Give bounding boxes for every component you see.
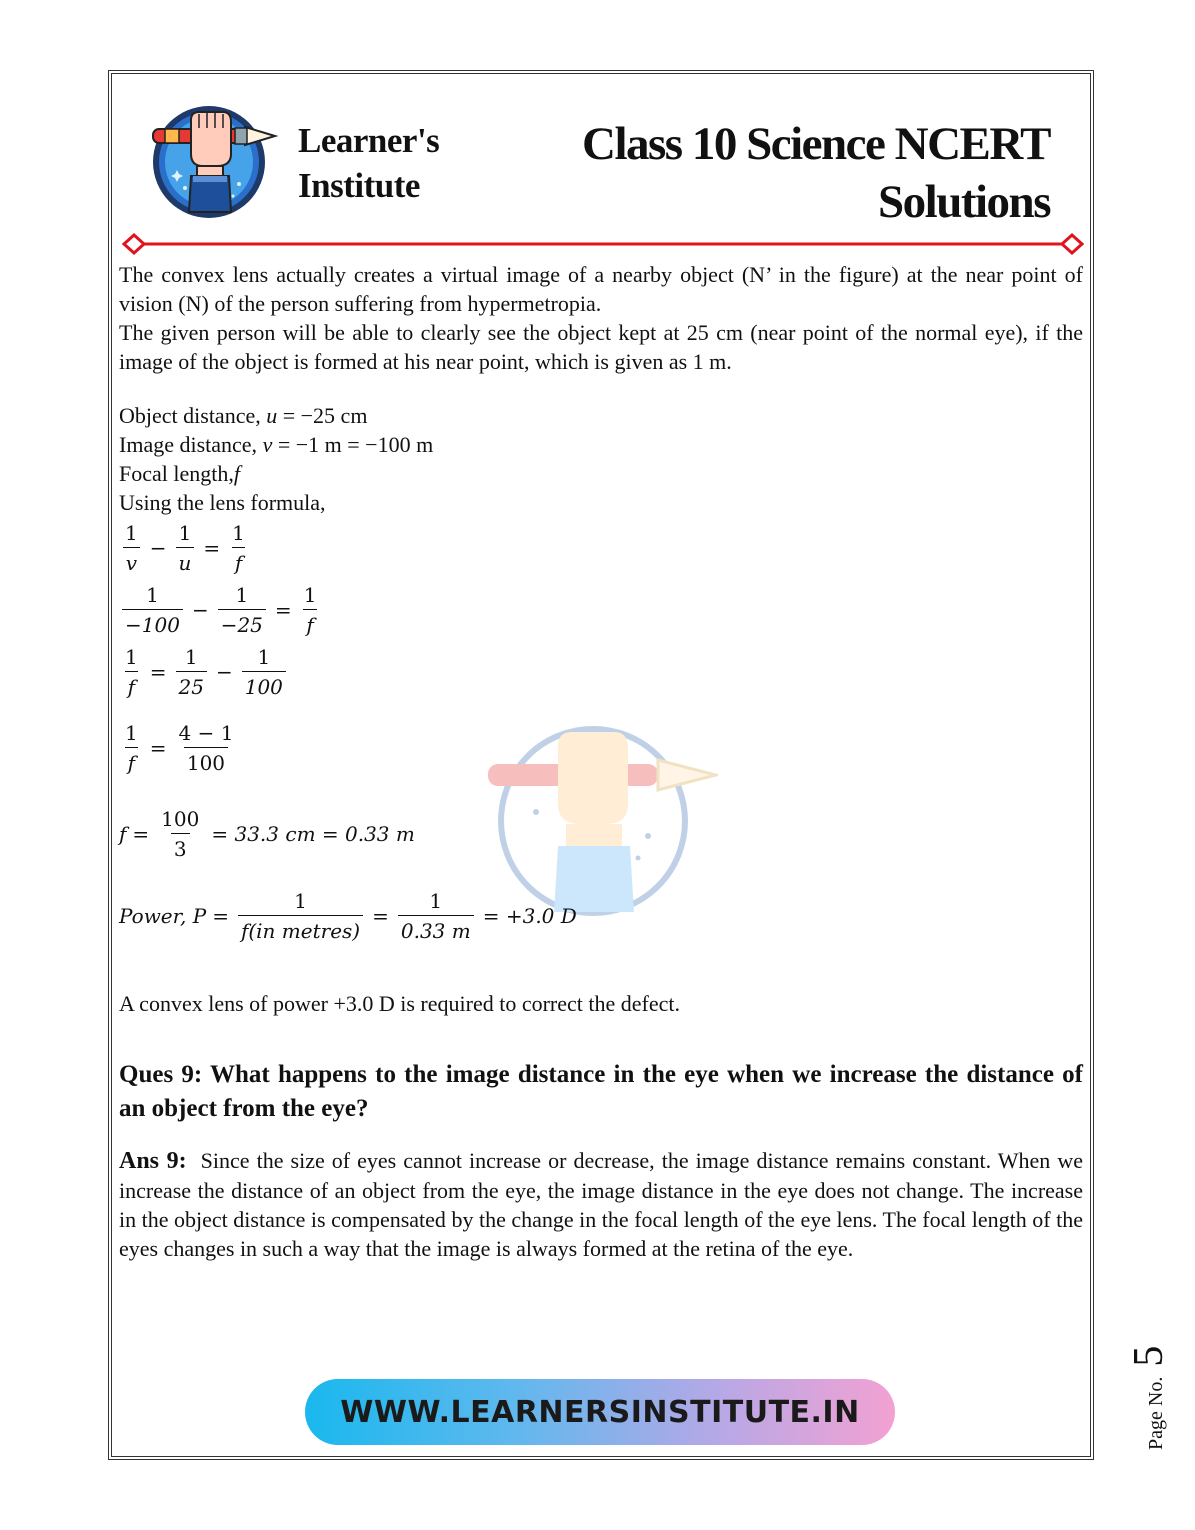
title-line-2: Solutions bbox=[878, 176, 1050, 228]
brand-line-1: Learner's bbox=[298, 121, 440, 160]
focal-length-var: f bbox=[233, 461, 240, 486]
focal-length-line bbox=[119, 459, 1083, 488]
main-content bbox=[119, 260, 1083, 1263]
image-distance-var: v bbox=[262, 432, 273, 457]
page-title bbox=[582, 115, 1050, 231]
object-distance-label: Object distance, bbox=[119, 403, 261, 428]
website-url[interactable]: WWW.LEARNERSINSTITUTE.IN bbox=[340, 1394, 860, 1430]
website-banner[interactable] bbox=[305, 1379, 895, 1445]
page-number-value: 5 bbox=[1126, 1345, 1172, 1367]
equation-1: $\frac{1}{v}$ − $\frac{1}{u}$ = $\frac{1}{f}$ bbox=[119, 517, 1083, 579]
page-number bbox=[1125, 1346, 1173, 1450]
lens-formula-intro: Using the lens formula, bbox=[119, 490, 326, 515]
header-divider bbox=[122, 232, 1084, 256]
object-distance-value: = −25 cm bbox=[282, 403, 368, 428]
image-distance-label: Image distance, bbox=[119, 432, 258, 457]
image-distance-value: = −1 m = −100 m bbox=[277, 432, 434, 457]
focal-length-label: Focal length, bbox=[119, 461, 234, 486]
equation-2: $\frac{1}{-100}$ − $\frac{1}{-25}$ = $\frac{1}{f}$ bbox=[119, 579, 1083, 641]
equation-4: $\frac{1}{f}$ = $\frac{4 - 1}{100}$ bbox=[119, 717, 1083, 779]
fist-holding-pen-icon bbox=[147, 100, 279, 220]
question-9: Ques 9: What happens to the image distance in the eye when we increase the distance of an object from the eye? bbox=[119, 1061, 1083, 1122]
equation-5: f = $\frac{100}{3}$ = 33.3 cm = 0.33 m bbox=[119, 803, 1083, 865]
answer-9 bbox=[119, 1146, 1083, 1263]
image-distance-line bbox=[119, 430, 1083, 459]
answer-label: Ans 9: bbox=[119, 1148, 187, 1174]
equation-6: Power, P = $\frac{1}{\text{f(in metres)}}$ = $\frac{1}{0.33 m}$ = +3.0 D bbox=[119, 885, 1083, 947]
object-distance-line bbox=[119, 401, 1083, 430]
title-line-1: Class 10 Science NCERT bbox=[582, 118, 1050, 170]
object-distance-var: u bbox=[266, 403, 278, 428]
answer-text: Since the size of eyes cannot increase or decrease, the image distance remains constant. When we increase the distance of an object from the eye, the image distance in the eye does not change. The increase in the object distance is compensated by the change in the focal length of the eye lens. The focal length of the eyes changes in such a way that the image is always formed at the retina of the eye. bbox=[119, 1148, 1083, 1261]
intro-paragraph-1: The convex lens actually creates a virtual image of a nearby object (N’ in the figure) at the near point of vision (N) of the person suffering from hypermetropia. bbox=[119, 262, 1083, 316]
intro-paragraph-2: The given person will be able to clearly see the object kept at 25 cm (near point of the normal eye), if the image of the object is formed at his near point, which is given as 1 m. bbox=[119, 320, 1083, 374]
page-number-label: Page No. bbox=[1145, 1376, 1167, 1450]
equation-3: $\frac{1}{f}$ = $\frac{1}{25}$ − $\frac{1}{100}$ bbox=[119, 641, 1083, 703]
brand-name bbox=[298, 118, 439, 208]
brand-line-2: Institute bbox=[298, 166, 420, 205]
conclusion-text: A convex lens of power +3.0 D is required to correct the defect. bbox=[119, 991, 680, 1016]
